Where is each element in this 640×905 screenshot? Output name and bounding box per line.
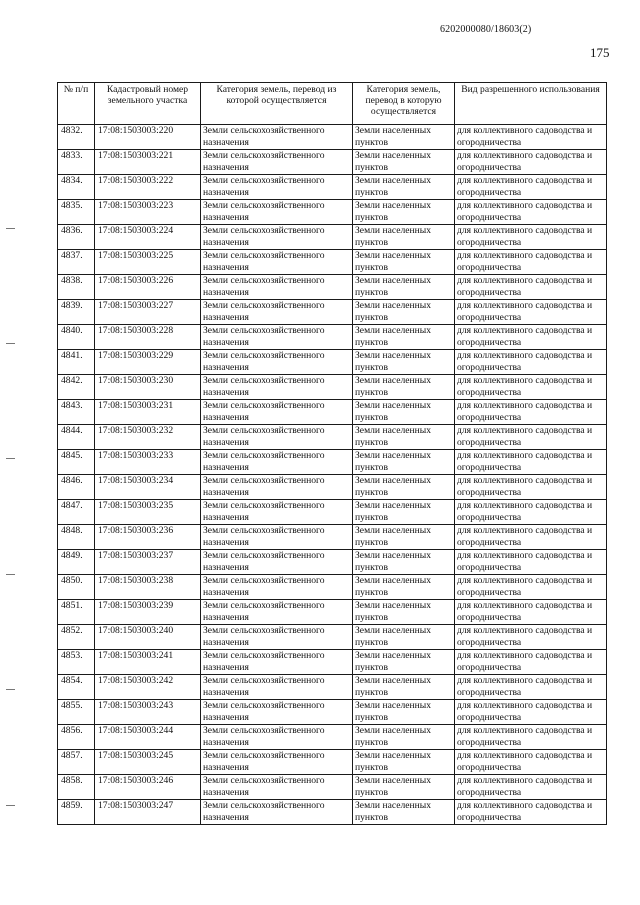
row-number: 4849. — [58, 550, 95, 575]
category-from: Земли сельскохозяйственного назначения — [201, 525, 353, 550]
row-number: 4837. — [58, 250, 95, 275]
permitted-use: для коллективного садоводства и огородничества — [455, 175, 607, 200]
category-from: Земли сельскохозяйственного назначения — [201, 375, 353, 400]
table-row — [58, 625, 607, 650]
column-header-cadastral-number: Кадастровый номер земельного участка — [95, 83, 201, 125]
table-row — [58, 650, 607, 675]
permitted-use: для коллективного садоводства и огородничества — [455, 250, 607, 275]
category-to: Земли населенных пунктов — [353, 575, 455, 600]
cadastral-number: 17:08:1503003:229 — [95, 350, 201, 375]
table-row — [58, 250, 607, 275]
category-to: Земли населенных пунктов — [353, 550, 455, 575]
category-from: Земли сельскохозяйственного назначения — [201, 800, 353, 825]
permitted-use: для коллективного садоводства и огородничества — [455, 425, 607, 450]
row-number: 4843. — [58, 400, 95, 425]
page-number: 175 — [590, 45, 610, 60]
table-row — [58, 125, 607, 150]
cadastral-number: 17:08:1503003:230 — [95, 375, 201, 400]
table-header-row — [58, 83, 607, 125]
category-from: Земли сельскохозяйственного назначения — [201, 250, 353, 275]
cadastral-number: 17:08:1503003:239 — [95, 600, 201, 625]
category-to: Земли населенных пунктов — [353, 250, 455, 275]
category-to: Земли населенных пунктов — [353, 375, 455, 400]
row-number: 4856. — [58, 725, 95, 750]
row-number: 4840. — [58, 325, 95, 350]
margin-mark — [6, 574, 15, 575]
row-number: 4857. — [58, 750, 95, 775]
category-to: Земли населенных пунктов — [353, 225, 455, 250]
row-number: 4859. — [58, 800, 95, 825]
category-from: Земли сельскохозяйственного назначения — [201, 650, 353, 675]
category-to: Земли населенных пунктов — [353, 750, 455, 775]
column-header-number: № п/п — [58, 83, 95, 125]
category-to: Земли населенных пунктов — [353, 600, 455, 625]
permitted-use: для коллективного садоводства и огородничества — [455, 475, 607, 500]
category-to: Земли населенных пунктов — [353, 450, 455, 475]
margin-mark — [6, 805, 15, 806]
category-from: Земли сельскохозяйственного назначения — [201, 700, 353, 725]
category-to: Земли населенных пунктов — [353, 725, 455, 750]
margin-mark — [6, 689, 15, 690]
table-row — [58, 525, 607, 550]
table-row — [58, 550, 607, 575]
permitted-use: для коллективного садоводства и огородничества — [455, 700, 607, 725]
table-row — [58, 575, 607, 600]
cadastral-number: 17:08:1503003:247 — [95, 800, 201, 825]
category-to: Земли населенных пунктов — [353, 150, 455, 175]
row-number: 4847. — [58, 500, 95, 525]
row-number: 4844. — [58, 425, 95, 450]
table-row — [58, 600, 607, 625]
category-from: Земли сельскохозяйственного назначения — [201, 450, 353, 475]
cadastral-number: 17:08:1503003:242 — [95, 675, 201, 700]
category-from: Земли сельскохозяйственного назначения — [201, 325, 353, 350]
row-number: 4848. — [58, 525, 95, 550]
category-from: Земли сельскохозяйственного назначения — [201, 350, 353, 375]
cadastral-number: 17:08:1503003:236 — [95, 525, 201, 550]
row-number: 4833. — [58, 150, 95, 175]
category-from: Земли сельскохозяйственного назначения — [201, 775, 353, 800]
permitted-use: для коллективного садоводства и огородничества — [455, 325, 607, 350]
cadastral-number: 17:08:1503003:225 — [95, 250, 201, 275]
row-number: 4835. — [58, 200, 95, 225]
permitted-use: для коллективного садоводства и огородничества — [455, 400, 607, 425]
cadastral-number: 17:08:1503003:243 — [95, 700, 201, 725]
category-from: Земли сельскохозяйственного назначения — [201, 150, 353, 175]
row-number: 4841. — [58, 350, 95, 375]
margin-mark — [6, 458, 15, 459]
permitted-use: для коллективного садоводства и огородничества — [455, 125, 607, 150]
row-number: 4846. — [58, 475, 95, 500]
category-from: Земли сельскохозяйственного назначения — [201, 125, 353, 150]
cadastral-number: 17:08:1503003:234 — [95, 475, 201, 500]
category-from: Земли сельскохозяйственного назначения — [201, 725, 353, 750]
category-to: Земли населенных пунктов — [353, 350, 455, 375]
category-from: Земли сельскохозяйственного назначения — [201, 475, 353, 500]
margin-mark — [6, 343, 15, 344]
cadastral-number: 17:08:1503003:226 — [95, 275, 201, 300]
permitted-use: для коллективного садоводства и огородничества — [455, 725, 607, 750]
cadastral-number: 17:08:1503003:220 — [95, 125, 201, 150]
column-header-permitted-use: Вид разрешенного использования — [455, 83, 607, 125]
table-row — [58, 150, 607, 175]
cadastral-number: 17:08:1503003:227 — [95, 300, 201, 325]
category-from: Земли сельскохозяйственного назначения — [201, 675, 353, 700]
row-number: 4852. — [58, 625, 95, 650]
category-to: Земли населенных пунктов — [353, 275, 455, 300]
permitted-use: для коллективного садоводства и огородничества — [455, 275, 607, 300]
permitted-use: для коллективного садоводства и огородничества — [455, 550, 607, 575]
row-number: 4838. — [58, 275, 95, 300]
category-from: Земли сельскохозяйственного назначения — [201, 175, 353, 200]
category-to: Земли населенных пунктов — [353, 675, 455, 700]
category-to: Земли населенных пунктов — [353, 625, 455, 650]
cadastral-number: 17:08:1503003:223 — [95, 200, 201, 225]
table-row — [58, 225, 607, 250]
table-row — [58, 400, 607, 425]
category-to: Земли населенных пунктов — [353, 200, 455, 225]
cadastral-number: 17:08:1503003:235 — [95, 500, 201, 525]
table-row — [58, 350, 607, 375]
cadastral-number: 17:08:1503003:231 — [95, 400, 201, 425]
category-to: Земли населенных пунктов — [353, 475, 455, 500]
row-number: 4836. — [58, 225, 95, 250]
cadastral-number: 17:08:1503003:238 — [95, 575, 201, 600]
permitted-use: для коллективного садоводства и огородничества — [455, 300, 607, 325]
table-row — [58, 675, 607, 700]
cadastral-number: 17:08:1503003:224 — [95, 225, 201, 250]
table-row — [58, 450, 607, 475]
row-number: 4834. — [58, 175, 95, 200]
table-row — [58, 750, 607, 775]
permitted-use: для коллективного садоводства и огородничества — [455, 200, 607, 225]
table-row — [58, 300, 607, 325]
table-row — [58, 800, 607, 825]
row-number: 4858. — [58, 775, 95, 800]
permitted-use: для коллективного садоводства и огородничества — [455, 375, 607, 400]
cadastral-number: 17:08:1503003:241 — [95, 650, 201, 675]
permitted-use: для коллективного садоводства и огородничества — [455, 150, 607, 175]
column-header-category-to: Категория земель, перевод в которую осуществляется — [353, 83, 455, 125]
category-to: Земли населенных пунктов — [353, 525, 455, 550]
category-to: Земли населенных пунктов — [353, 425, 455, 450]
table-row — [58, 175, 607, 200]
table-row — [58, 500, 607, 525]
category-from: Земли сельскохозяйственного назначения — [201, 550, 353, 575]
permitted-use: для коллективного садоводства и огородничества — [455, 575, 607, 600]
cadastral-number: 17:08:1503003:237 — [95, 550, 201, 575]
category-to: Земли населенных пунктов — [353, 800, 455, 825]
category-from: Земли сельскохозяйственного назначения — [201, 575, 353, 600]
table-row — [58, 375, 607, 400]
category-from: Земли сельскохозяйственного назначения — [201, 300, 353, 325]
cadastral-number: 17:08:1503003:240 — [95, 625, 201, 650]
category-from: Земли сельскохозяйственного назначения — [201, 275, 353, 300]
row-number: 4842. — [58, 375, 95, 400]
permitted-use: для коллективного садоводства и огородничества — [455, 500, 607, 525]
category-to: Земли населенных пунктов — [353, 775, 455, 800]
row-number: 4845. — [58, 450, 95, 475]
permitted-use: для коллективного садоводства и огородничества — [455, 625, 607, 650]
column-header-category-from: Категория земель, перевод из которой осуществляется — [201, 83, 353, 125]
cadastral-number: 17:08:1503003:244 — [95, 725, 201, 750]
table-row — [58, 325, 607, 350]
permitted-use: для коллективного садоводства и огородничества — [455, 800, 607, 825]
category-from: Земли сельскохозяйственного назначения — [201, 400, 353, 425]
category-from: Земли сельскохозяйственного назначения — [201, 750, 353, 775]
table-body — [58, 125, 607, 825]
permitted-use: для коллективного садоводства и огородничества — [455, 450, 607, 475]
category-to: Земли населенных пунктов — [353, 325, 455, 350]
cadastral-number: 17:08:1503003:245 — [95, 750, 201, 775]
permitted-use: для коллективного садоводства и огородничества — [455, 525, 607, 550]
category-to: Земли населенных пунктов — [353, 400, 455, 425]
category-to: Земли населенных пунктов — [353, 700, 455, 725]
row-number: 4839. — [58, 300, 95, 325]
category-from: Земли сельскохозяйственного назначения — [201, 600, 353, 625]
row-number: 4854. — [58, 675, 95, 700]
land-plots-table — [57, 82, 607, 825]
table-row — [58, 700, 607, 725]
category-to: Земли населенных пунктов — [353, 500, 455, 525]
table-row — [58, 725, 607, 750]
cadastral-number: 17:08:1503003:232 — [95, 425, 201, 450]
category-from: Земли сельскохозяйственного назначения — [201, 625, 353, 650]
category-from: Земли сельскохозяйственного назначения — [201, 200, 353, 225]
cadastral-number: 17:08:1503003:221 — [95, 150, 201, 175]
table-row — [58, 200, 607, 225]
document-number: 6202000080/18603(2) — [440, 24, 532, 35]
table-row — [58, 275, 607, 300]
permitted-use: для коллективного садоводства и огородничества — [455, 675, 607, 700]
row-number: 4850. — [58, 575, 95, 600]
permitted-use: для коллективного садоводства и огородничества — [455, 775, 607, 800]
cadastral-number: 17:08:1503003:222 — [95, 175, 201, 200]
cadastral-number: 17:08:1503003:233 — [95, 450, 201, 475]
category-from: Земли сельскохозяйственного назначения — [201, 425, 353, 450]
cadastral-number: 17:08:1503003:228 — [95, 325, 201, 350]
category-to: Земли населенных пунктов — [353, 650, 455, 675]
permitted-use: для коллективного садоводства и огородничества — [455, 225, 607, 250]
permitted-use: для коллективного садоводства и огородничества — [455, 600, 607, 625]
category-from: Земли сельскохозяйственного назначения — [201, 225, 353, 250]
row-number: 4853. — [58, 650, 95, 675]
permitted-use: для коллективного садоводства и огородничества — [455, 750, 607, 775]
cadastral-number: 17:08:1503003:246 — [95, 775, 201, 800]
permitted-use: для коллективного садоводства и огородничества — [455, 350, 607, 375]
category-to: Земли населенных пунктов — [353, 300, 455, 325]
category-from: Земли сельскохозяйственного назначения — [201, 500, 353, 525]
category-to: Земли населенных пунктов — [353, 175, 455, 200]
category-to: Земли населенных пунктов — [353, 125, 455, 150]
row-number: 4851. — [58, 600, 95, 625]
row-number: 4855. — [58, 700, 95, 725]
table-row — [58, 425, 607, 450]
table-row — [58, 775, 607, 800]
table-row — [58, 475, 607, 500]
row-number: 4832. — [58, 125, 95, 150]
margin-mark — [6, 228, 15, 229]
permitted-use: для коллективного садоводства и огородничества — [455, 650, 607, 675]
